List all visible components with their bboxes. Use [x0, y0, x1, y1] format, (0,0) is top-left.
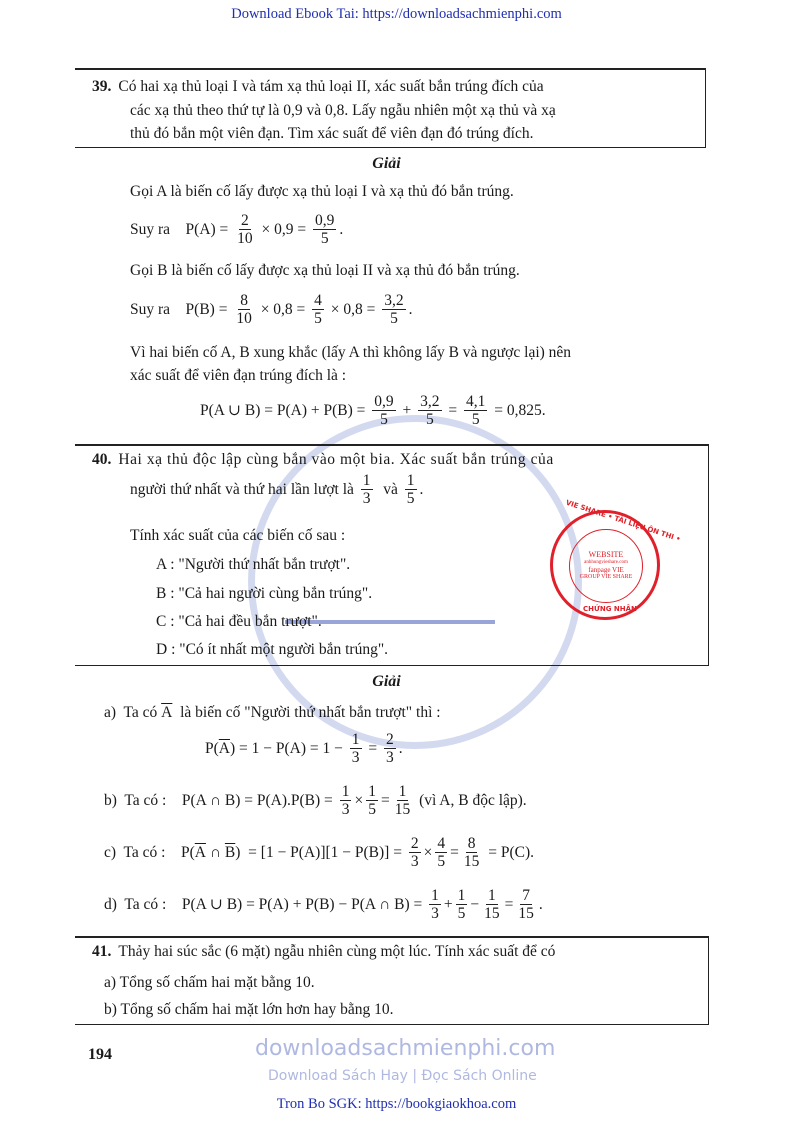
denominator: 5	[380, 411, 388, 429]
denominator: 5	[471, 411, 480, 429]
problem-part-b: b) Tổng số chấm hai mặt lớn hơn hay bằng 10.	[104, 1001, 394, 1018]
equation	[130, 472, 423, 507]
fraction	[312, 292, 324, 327]
fraction	[429, 887, 441, 922]
problem-part-a: a) Tổng số chấm hai mặt bằng 10.	[104, 974, 315, 991]
denominator: 5	[406, 490, 415, 508]
denominator: 5	[425, 411, 434, 429]
problem-number: 41.	[92, 943, 112, 960]
numerator: 4,1	[466, 393, 486, 410]
overline-symbol: $\overline{A}$	[161, 704, 173, 721]
equation	[200, 393, 546, 428]
fraction	[405, 472, 417, 507]
numerator: 0,9	[374, 393, 394, 410]
solution-title: Giải	[372, 155, 401, 172]
equation	[104, 783, 527, 818]
equation-text: ×	[423, 843, 433, 861]
equation-text: d) Ta có : P(A ∪ B) = P(A) + P(B) − P(A ∩ B) =	[104, 896, 427, 914]
equation-text: × 0,8 =	[256, 300, 310, 318]
event-c: C : "Cả hai đều bắn trượt".	[156, 613, 322, 630]
equation-text: Suy ra P(B) =	[130, 300, 232, 318]
footer-sgk-link[interactable]: Tron Bo SGK: https://bookgiaokhoa.com	[276, 1096, 517, 1112]
denominator: 10	[237, 230, 253, 248]
equation-text: c) Ta có : P(	[104, 843, 195, 861]
fraction	[393, 783, 413, 818]
numerator: 1	[488, 887, 496, 904]
fraction	[409, 835, 421, 870]
equation-text: P(	[205, 739, 219, 757]
fraction	[350, 731, 362, 766]
equation-text: P(A ∪ B) = P(A) + P(B) =	[200, 402, 370, 420]
equation-text: .	[419, 480, 424, 498]
solution-text: Vì hai biến cố A, B xung khắc (lấy A thì không lấy B và ngược lại) nên	[130, 344, 572, 361]
watermark-tagline-text: Download Sách Hay | Đọc Sách Online	[268, 1068, 537, 1084]
numerator: 8	[240, 292, 248, 309]
problem-text: các xạ thủ theo thứ tự là 0,9 và 0,8. Lấy ngẫu nhiên một xạ thủ và xạ	[130, 102, 556, 119]
problem-text: Có hai xạ thủ loại I và tám xạ thủ loại II, xác suất bắn trúng đích của	[118, 78, 544, 95]
equation-text: .	[398, 739, 403, 757]
equation-text: =	[444, 401, 462, 419]
equation-text: × 0,8 =	[326, 300, 380, 318]
numerator: 2	[410, 835, 419, 852]
denominator: 5	[457, 905, 466, 923]
solution-a-text	[104, 704, 441, 722]
equation-text: .	[408, 300, 413, 318]
equation-text: .	[538, 895, 543, 913]
equation	[130, 212, 343, 247]
overline-symbol: $\overline{A}$	[194, 843, 206, 861]
denominator: 15	[394, 801, 411, 819]
equation	[130, 292, 413, 327]
denominator: 5	[437, 853, 446, 871]
denominator: 15	[463, 853, 480, 871]
denominator: 3	[341, 801, 350, 819]
numerator: 1	[431, 887, 439, 904]
numerator: 3,2	[420, 393, 440, 410]
denominator: 5	[314, 310, 322, 328]
denominator: 15	[484, 905, 500, 923]
problem-text: Thảy hai súc sắc (6 mặt) ngẫu nhiên cùng một lúc. Tính xác suất để có	[118, 943, 556, 960]
denominator: 3	[351, 749, 360, 767]
denominator: 3	[431, 905, 439, 923]
fraction	[464, 393, 487, 428]
fraction	[361, 472, 373, 507]
equation-text: ∩	[205, 843, 225, 861]
numerator: 1	[341, 783, 350, 800]
numerator: 1	[457, 887, 466, 904]
solution-title: Giải	[372, 673, 401, 690]
denominator: 15	[518, 905, 534, 923]
denominator: 3	[362, 490, 371, 508]
stamp-ring-bottom: CHỨNG NHẬN	[583, 605, 637, 613]
denominator: 3	[410, 853, 419, 871]
fraction	[366, 783, 378, 818]
solution-text: Gọi B là biến cố lấy được xạ thủ loại II và xạ thủ đó bắn trúng.	[130, 262, 520, 279]
problem-number: 40.	[92, 451, 112, 468]
fraction	[418, 393, 441, 428]
fraction	[456, 887, 468, 922]
equation-text: = 0,825.	[490, 401, 546, 419]
numerator: 2	[386, 731, 394, 748]
solution-text: Gọi A là biến cố lấy được xạ thủ loại I và xạ thủ đó bắn trúng.	[130, 183, 514, 200]
numerator: 4	[314, 292, 322, 309]
equation-text: b) Ta có : P(A ∩ B) = P(A).P(B) =	[104, 791, 337, 809]
vie-share-stamp	[550, 498, 682, 620]
equation-text: ) = [1 − P(A)][1 − P(B)] =	[235, 843, 406, 861]
equation-text: =	[364, 739, 382, 757]
fraction	[340, 783, 352, 818]
denominator: 10	[236, 310, 252, 328]
stamp-ring-top: VIE SHARE • TÀI LIỆU ÔN THI •	[564, 498, 682, 544]
equation-text: × 0,9 =	[257, 220, 311, 238]
equation	[104, 835, 534, 870]
equation-text: .	[339, 220, 344, 238]
equation-text: là biến cố "Người thứ nhất bắn trượt" thì :	[172, 704, 441, 721]
equation-text: và	[375, 480, 402, 498]
numerator: 1	[362, 472, 371, 489]
denominator: 3	[386, 749, 394, 767]
stamp-text: fanpage VIE	[588, 566, 624, 574]
stamp-text: WEBSITE	[588, 550, 624, 560]
problem-text: Tính xác suất của các biến cố sau :	[130, 527, 346, 544]
equation-text: = P(C).	[484, 843, 534, 861]
numerator: 2	[241, 212, 249, 229]
fraction	[313, 212, 336, 247]
stamp-text: GROUP VIE SHARE	[579, 574, 633, 581]
numerator: 0,9	[315, 212, 335, 229]
overline-symbol: $\overline{B}$	[224, 843, 236, 861]
overline-symbol: $\overline{A}$	[218, 739, 230, 757]
fraction	[234, 292, 254, 327]
numerator: 1	[351, 731, 360, 748]
problem-text: Hai xạ thủ độc lập cùng bắn vào một bia. Xác suất bắn trúng của	[118, 451, 554, 468]
equation	[205, 731, 403, 766]
event-d: D : "Có ít nhất một người bắn trúng".	[156, 641, 389, 658]
numerator: 3,2	[384, 292, 404, 309]
denominator: 5	[368, 801, 376, 819]
equation-text: =	[450, 843, 459, 861]
numerator: 8	[467, 835, 476, 852]
denominator: 5	[320, 230, 329, 248]
fraction	[384, 731, 396, 766]
fraction	[235, 212, 255, 247]
equation-text: =	[504, 895, 514, 913]
equation-text: người thứ nhất và thứ hai lần lượt là	[130, 480, 358, 498]
fraction	[462, 835, 482, 870]
numerator: 1	[406, 472, 415, 489]
event-b: B : "Cả hai người cùng bắn trúng".	[156, 585, 373, 602]
problem-number: 39.	[92, 78, 112, 95]
problem-text: thủ đó bắn một viên đạn. Tìm xác suất để viên đạn đó trúng đích.	[130, 125, 534, 142]
watermark-site-text: downloadsachmienphi.com	[255, 1036, 556, 1061]
stamp-text: anhhungvieshare.com	[584, 560, 628, 565]
fraction	[382, 292, 405, 327]
fraction	[372, 393, 395, 428]
solution-text: xác suất để viên đạn trúng đích là :	[130, 367, 347, 384]
equation-text: −	[470, 895, 480, 913]
fraction	[516, 887, 536, 922]
fraction	[482, 887, 502, 922]
equation-text: ) = 1 − P(A) = 1 −	[230, 739, 347, 757]
numerator: 4	[437, 835, 446, 852]
equation-text: a) Ta có	[104, 704, 162, 721]
equation-text: ×	[354, 791, 364, 809]
fraction	[435, 835, 447, 870]
equation-text: +	[398, 401, 416, 419]
header-download-link[interactable]: Download Ebook Tai: https://downloadsachmienphi.com	[231, 6, 562, 22]
equation	[104, 887, 543, 922]
equation-text: =	[380, 791, 390, 809]
denominator: 5	[390, 310, 398, 328]
event-a: A : "Người thứ nhất bắn trượt".	[156, 556, 351, 573]
numerator: 1	[368, 783, 376, 800]
numerator: 7	[522, 887, 531, 904]
numerator: 1	[398, 783, 407, 800]
equation-text: +	[443, 895, 453, 913]
page-number: 194	[88, 1046, 112, 1063]
equation-text: Suy ra P(A) =	[130, 220, 233, 238]
equation-text: (vì A, B độc lập).	[415, 791, 527, 809]
